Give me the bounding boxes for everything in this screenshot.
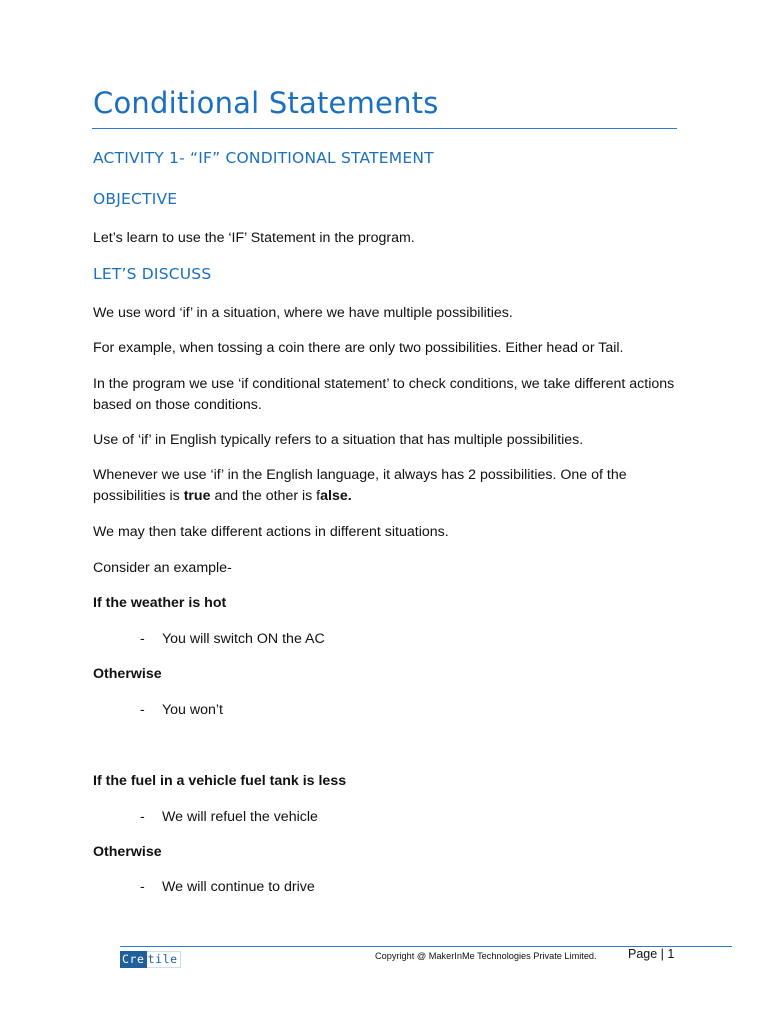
paragraph-1: We use word ‘if’ in a situation, where we have multiple possibilities. bbox=[93, 305, 513, 321]
example-1-otherwise: Otherwise bbox=[93, 666, 162, 682]
paragraph-5-start: Whenever we use ‘if’ in the English language, it always has 2 possibilities. One of the possibilities is bbox=[93, 467, 627, 504]
cretile-logo bbox=[120, 951, 181, 968]
page-title: Conditional Statements bbox=[93, 86, 439, 120]
discuss-heading: LET’S DISCUSS bbox=[93, 265, 212, 283]
logo-part-1: Cre bbox=[122, 952, 145, 966]
false-word: alse. bbox=[320, 488, 352, 504]
example-2-then-item bbox=[140, 807, 318, 828]
objective-text: Let’s learn to use the ‘IF’ Statement in the program. bbox=[93, 230, 415, 246]
bullet-dash: - bbox=[140, 631, 145, 647]
bullet-dash: - bbox=[140, 879, 145, 895]
page-number: Page | 1 bbox=[628, 947, 675, 961]
bullet-dash: - bbox=[140, 809, 145, 825]
example-1-then-text: You will switch ON the AC bbox=[162, 631, 325, 647]
paragraph-5 bbox=[93, 465, 683, 507]
example-2-condition: If the fuel in a vehicle fuel tank is less bbox=[93, 773, 347, 789]
paragraph-4: Use of ‘if’ in English typically refers to a situation that has multiple possibilities. bbox=[93, 432, 584, 448]
example-2-then-text: We will refuel the vehicle bbox=[162, 809, 318, 825]
example-1-condition: If the weather is hot bbox=[93, 595, 227, 611]
objective-heading: OBJECTIVE bbox=[93, 190, 178, 208]
paragraph-6: We may then take different actions in different situations. bbox=[93, 524, 449, 540]
true-word: true bbox=[183, 488, 211, 504]
example-2-else-text: We will continue to drive bbox=[162, 879, 315, 895]
paragraph-3: In the program we use ‘if conditional statement’ to check conditions, we take different actions based on those conditions. bbox=[93, 376, 675, 413]
copyright-text: Copyright @ MakerInMe Technologies Private Limited. bbox=[375, 951, 597, 961]
paragraph-2: For example, when tossing a coin there are only two possibilities. Either head or Tail. bbox=[93, 340, 624, 356]
title-underline bbox=[92, 128, 677, 129]
example-1-else-text: You won’t bbox=[162, 702, 224, 718]
logo-part-2: tile bbox=[147, 951, 181, 968]
paragraph-5-middle: and the other is f bbox=[210, 488, 321, 504]
activity-heading: ACTIVITY 1- “IF” CONDITIONAL STATEMENT bbox=[93, 149, 434, 167]
example-2-else-item bbox=[140, 877, 315, 898]
example-2-otherwise: Otherwise bbox=[93, 844, 162, 860]
example-1-else-item bbox=[140, 700, 223, 721]
bullet-dash: - bbox=[140, 702, 145, 718]
paragraph-7: Consider an example- bbox=[93, 560, 232, 576]
example-1-then-item bbox=[140, 629, 325, 650]
